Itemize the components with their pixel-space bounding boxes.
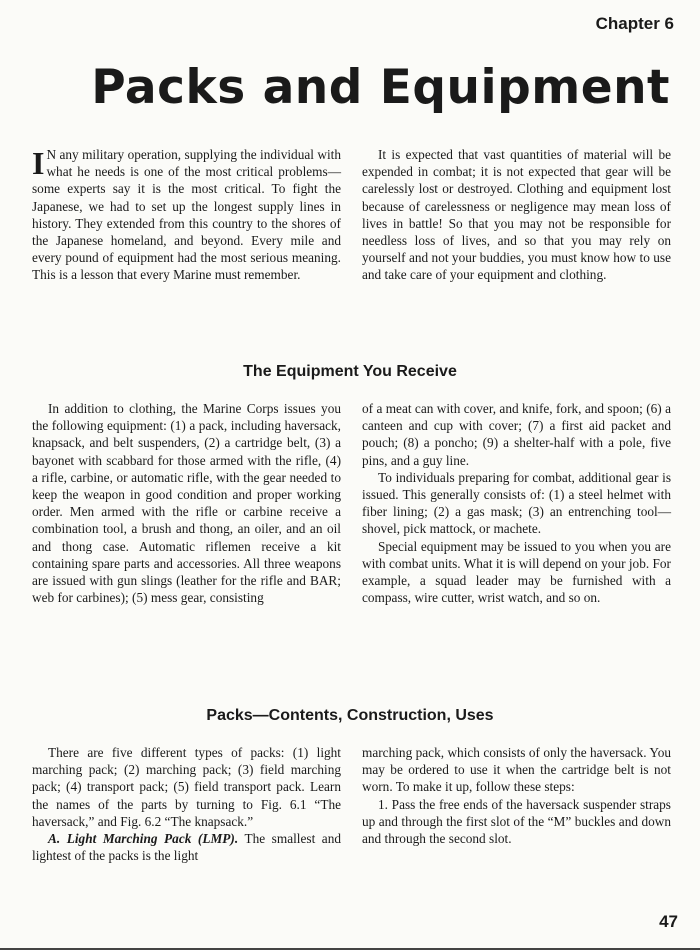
lmp-title: A. Light Marching Pack (LMP). bbox=[48, 831, 239, 847]
intro-column-left bbox=[32, 146, 341, 284]
equipment-paragraph-2: of a meat can with cover, and knife, fork, and spoon; (6) a canteen and cup with cover; (7) a first aid packet and pouch; (8) a poncho; (9) a shelter-half with a pole, five pins, and a guy line. bbox=[362, 401, 671, 468]
equipment-paragraph-1: In addition to clothing, the Marine Corps issues you the following equipment: (1) a pack, including haversack, knapsack, and belt suspenders, (2) a cartridge belt, (3) a bayonet with scabbard for those armed with the rifle, (4) a rifle, carbine, or automatic rifle, with the gear needed to keep the weapon in good condition and proper working order. Men armed with the rifle or carbine receive a combination tool, a brush and thong, an oiler, and an oil and thong case. Automatic riflemen receive a kit containing spare parts and accessories. All three weapons are issued with gun slings (leather for the rifle and BAR; web for carbines); (5) mess gear, consisting bbox=[32, 401, 341, 606]
equipment-paragraph-4: Special equipment may be issued to you when you are with combat units. What it is will depend on your job. For example, a squad leader may be furnished with a compass, wire cutter, wrist watch, and so on. bbox=[362, 538, 671, 606]
lmp-text: The smallest and lightest of the packs is the light bbox=[32, 831, 342, 864]
intro-paragraph-left bbox=[32, 146, 341, 284]
packs-paragraph-3: 1. Pass the free ends of the haversack suspender straps up and through the first slot of the “M” buckles and down and through the second slot. bbox=[362, 796, 671, 847]
equipment-paragraph-3: To individuals preparing for combat, additional gear is issued. This generally consists of: (1) a steel helmet with fiber lining; (2) a gas mask; (3) an entrenching tool—shovel, pick mattock, or machete. bbox=[362, 469, 671, 537]
packs-paragraph-1: There are five different types of packs: (1) light marching pack; (2) marching pack; (3) field marching pack; (4) transport pack; (5) field transport pack. Learn the names of the parts by turning to Fig. 6.1 “The haversack,” and Fig. 6.2 “The knapsack.” bbox=[32, 745, 341, 829]
intro-paragraph-right: It is expected that vast quantities of material will be expended in combat; it is not expected that gear will be carelessly lost or destroyed. Clothing and equipment lost because of carelessness or negligence may mean loss of lives in battle! So that you may not be responsible for needless loss of lives, and so that you may rely on yourself and not your buddies, you must know how to use and take care of your equipment and clothing. bbox=[362, 147, 671, 283]
packs-paragraph-2: marching pack, which consists of only the haversack. You may be ordered to use it when the cartridge belt is not worn. To make it up, follow these steps: bbox=[362, 745, 671, 795]
section-heading-equipment: The Equipment You Receive bbox=[243, 363, 457, 380]
packs-column-right bbox=[362, 744, 671, 847]
section-heading-packs: Packs—Contents, Construction, Uses bbox=[206, 707, 494, 724]
intro-text-left: N any military operation, supplying the individual with what he needs is one of the most critical problems—some experts say it is the most critical. To fight the Japanese, we had to set up the longest supply lines in history. They extended from this country to the shores of the Japanese homeland, and beyond. Every mile and every pound of equipment had the most serious meaning. This is a lesson that every Marine must remember. bbox=[32, 147, 341, 283]
equipment-column-left bbox=[32, 400, 341, 606]
chapter-label: Chapter 6 bbox=[595, 14, 674, 33]
page-title: Packs and Equipment bbox=[91, 60, 670, 115]
drop-cap: I bbox=[32, 145, 45, 181]
equipment-column-right bbox=[362, 400, 671, 606]
packs-paragraph-lmp bbox=[32, 830, 341, 864]
page-number: 47 bbox=[659, 912, 678, 931]
intro-column-right bbox=[362, 146, 671, 284]
packs-column-left bbox=[32, 744, 341, 864]
